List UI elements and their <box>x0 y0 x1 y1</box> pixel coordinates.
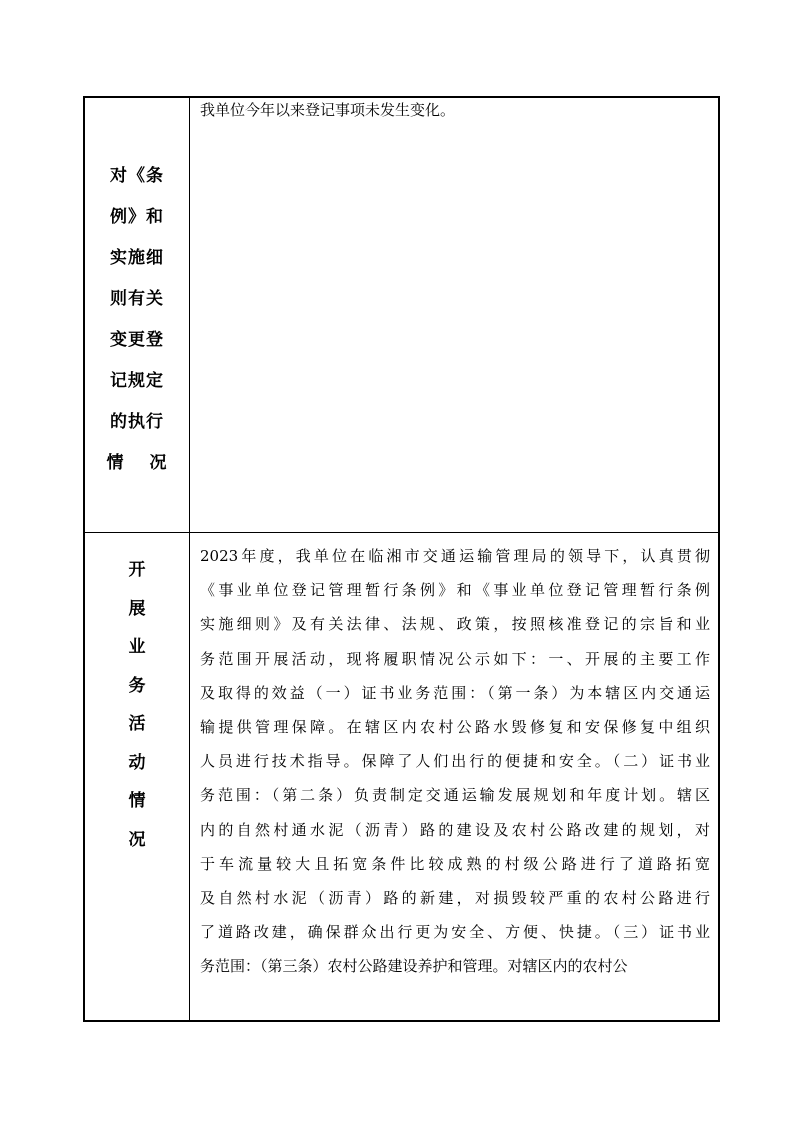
row-content-business-activities <box>190 533 718 1020</box>
label-char: 况 <box>128 829 146 850</box>
text-line: 及自然村水泥（沥青）路的新建，对损毁较严重的农村公路进行 <box>200 889 710 908</box>
text-line: 输提供管理保障。在辖区内农村公路水毁修复和安保修复中组织 <box>200 718 710 737</box>
label-line: 实施细 <box>110 248 164 268</box>
label-char: 活 <box>128 714 146 734</box>
label-char: 展 <box>128 598 146 619</box>
text-line: 及取得的效益（一）证书业务范围：（第一条）为本辖区内交通运 <box>200 683 710 702</box>
label-char: 业 <box>128 637 146 657</box>
text-line: 务范围：（第二条）负责制定交通运输发展规划和年度计划。辖区 <box>200 786 710 805</box>
label-line: 记规定 <box>110 371 164 391</box>
label-char: 开 <box>128 560 146 580</box>
label-text-business-activities <box>85 551 189 859</box>
text-line: 实施细则》及有关法律、法规、政策，按照核准登记的宗旨和业 <box>200 615 710 634</box>
label-text-change-registration <box>85 156 189 484</box>
text-line: 《事业单位登记管理暂行条例》和《事业单位登记管理暂行条例 <box>200 581 710 600</box>
label-line: 则有关 <box>110 289 164 309</box>
text-line: 务范围：（第三条）农村公路建设养护和管理。对辖区内的农村公 <box>200 957 628 976</box>
label-line: 对《条 <box>110 166 164 186</box>
label-char: 情 <box>128 791 146 811</box>
table-row-change-registration <box>85 98 718 533</box>
label-char: 动 <box>128 752 146 773</box>
label-char: 务 <box>128 675 146 696</box>
label-line: 例》和 <box>110 207 164 227</box>
row-label-change-registration <box>85 98 190 532</box>
registration-report-table <box>83 96 720 1022</box>
text-line: 人员进行技术指导。保障了人们出行的便捷和安全。（二）证书业 <box>200 752 710 771</box>
text-line: 内的自然村通水泥（沥青）路的建设及农村公路改建的规划，对 <box>200 820 710 839</box>
row-content-change-registration <box>190 98 718 532</box>
text-line: 务范围开展活动，现将履职情况公示如下：一、开展的主要工作 <box>200 649 710 668</box>
table-row-business-activities <box>85 533 718 1020</box>
label-line: 的执行 <box>110 412 164 432</box>
label-line: 变更登 <box>110 330 164 350</box>
row-label-business-activities <box>85 533 190 1020</box>
label-line: 情 况 <box>106 453 168 473</box>
change-registration-text: 我单位今年以来登记事项未发生变化。 <box>200 101 456 119</box>
text-line: 了道路改建，确保群众出行更为安全、方便、快捷。（三）证书业 <box>200 923 710 942</box>
text-line: 2023年度，我单位在临湘市交通运输管理局的领导下，认真贯彻 <box>200 547 710 565</box>
text-line: 于车流量较大且拓宽条件比较成熟的村级公路进行了道路拓宽 <box>200 854 710 873</box>
business-activities-text <box>200 539 710 984</box>
